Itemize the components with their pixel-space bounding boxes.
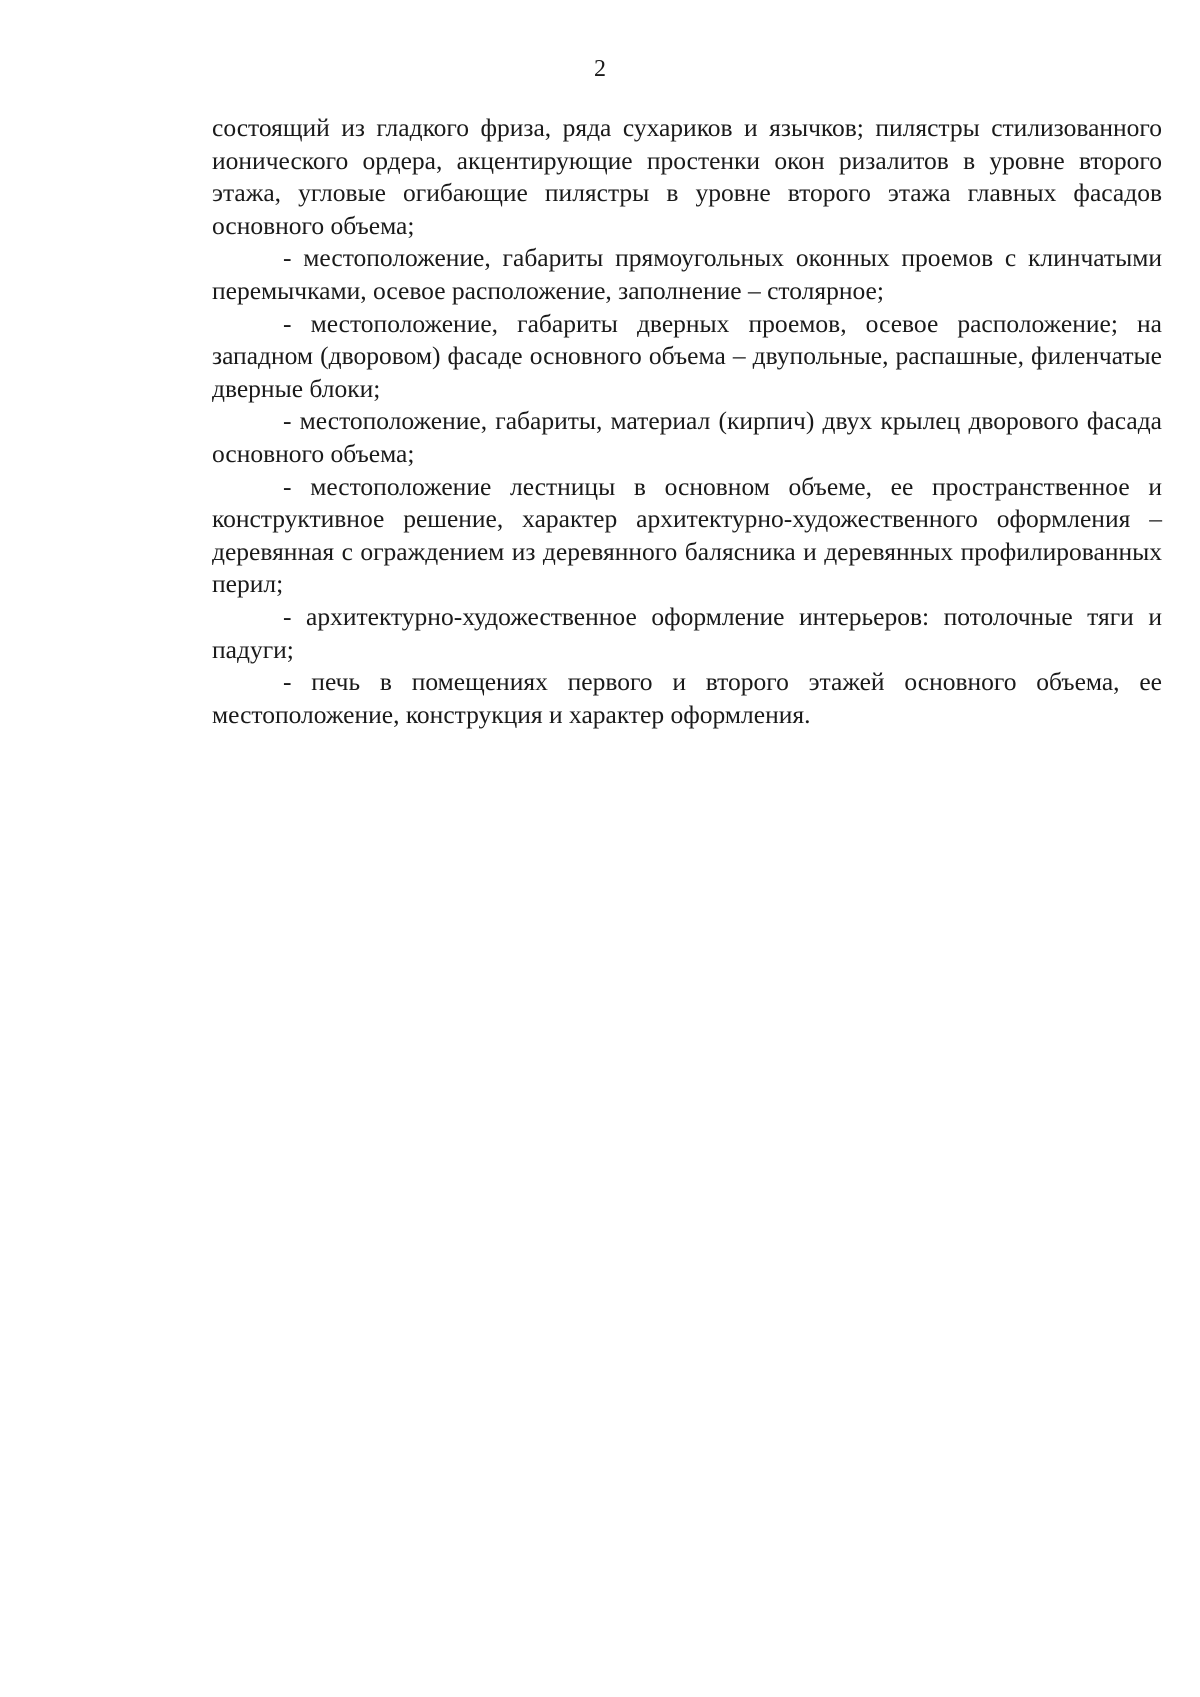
paragraph-3: - местоположение, габариты дверных проемов, осевое расположение; на западном (дворовом) фасаде основного объема – двупольные, распашные, филенчатые дверные блоки;: [212, 308, 1162, 403]
paragraph-4: - местоположение, габариты, материал (кирпич) двух крылец дворового фасада основного объема;: [212, 406, 1162, 468]
paragraph-7: - печь в помещениях первого и второго этажей основного объема, ее местоположение, конструкция и характер оформления.: [212, 667, 1162, 729]
paragraph-5: - местоположение лестницы в основном объеме, ее пространственное и конструктивное решение, характер архитектурно-художественного оформления – деревянная с ограждением из деревянного балясника и деревянных профилированных перил;: [212, 471, 1162, 599]
paragraph-1: состоящий из гладкого фриза, ряда сухариков и язычков; пилястры стилизованного ионического ордера, акцентирующие простенки окон ризалитов в уровне второго этажа, угловые огибающие пилястры в уровне второго этажа главных фасадов основного объема;: [212, 113, 1162, 240]
page-number: 2: [594, 56, 606, 82]
paragraph-2: - местоположение, габариты прямоугольных оконных проемов с клинчатыми перемычками, осевое расположение, заполнение – столярное;: [212, 243, 1162, 305]
paragraph-6: - архитектурно-художественное оформление интерьеров: потолочные тяги и падуги;: [212, 601, 1162, 664]
document-body: [212, 112, 1162, 731]
